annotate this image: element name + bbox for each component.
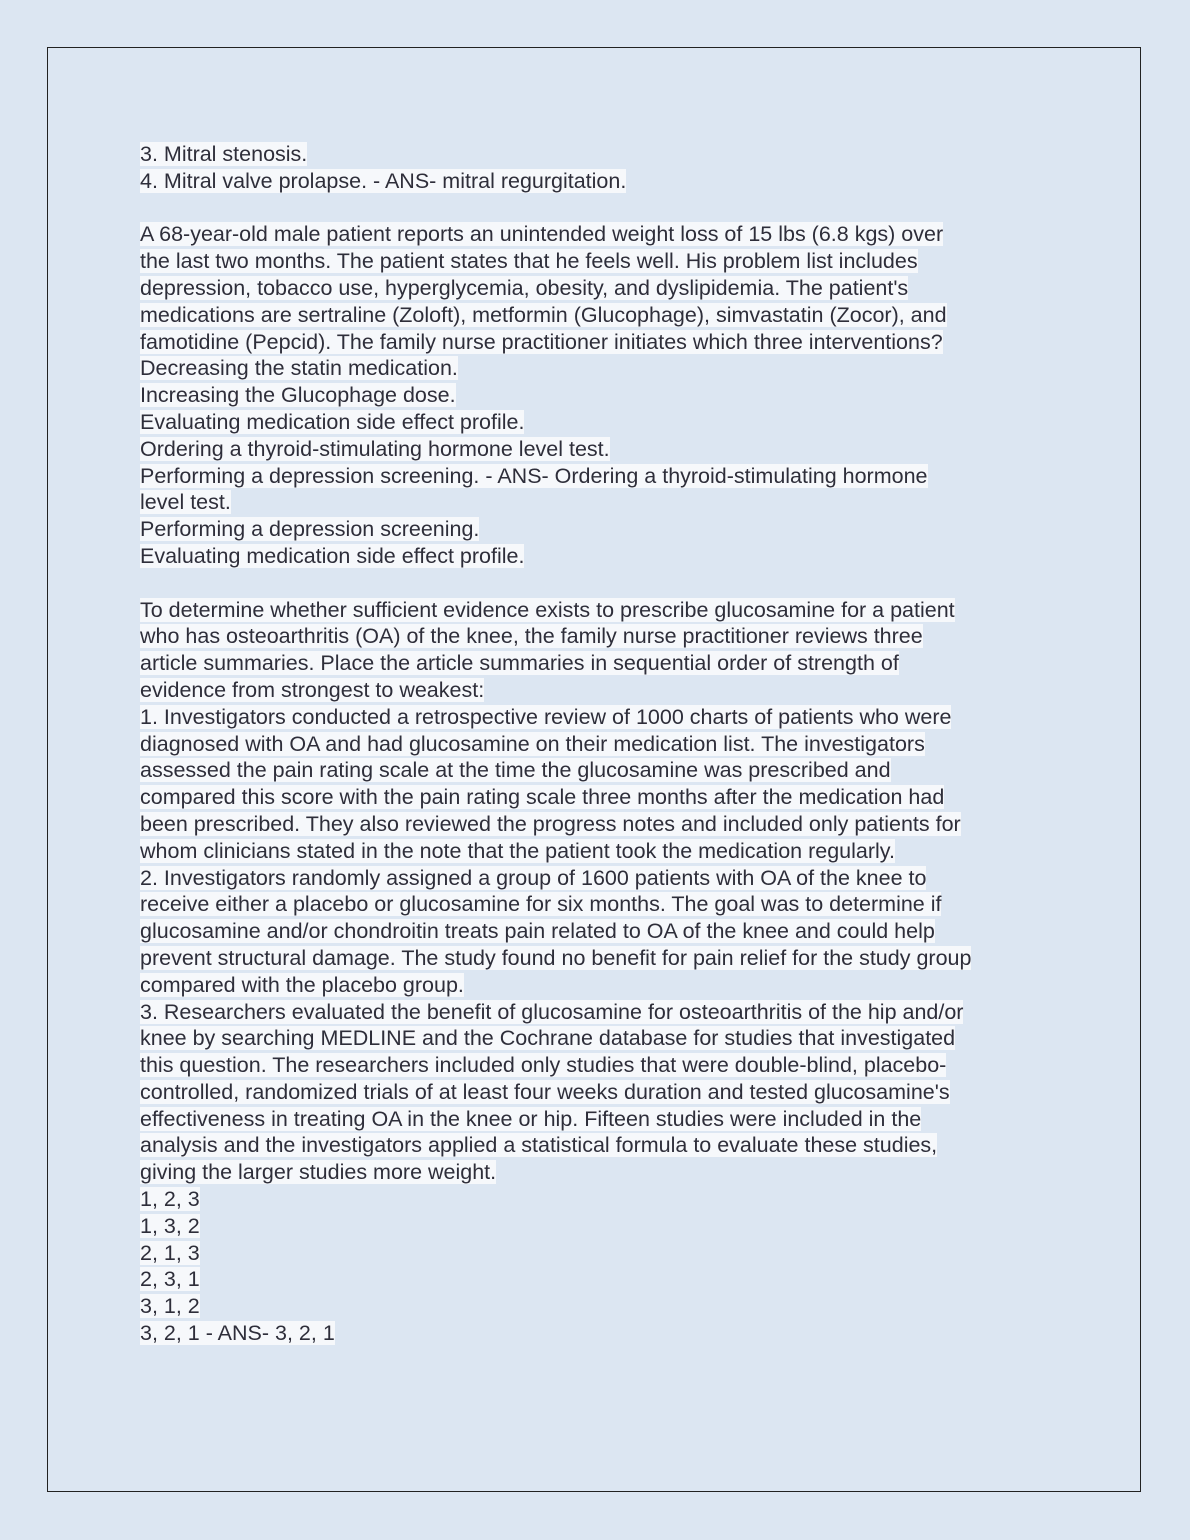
text-line: effectiveness in treating OA in the knee or hip. Fifteen studies were included in the (140, 1106, 922, 1131)
text-line: Performing a depression screening. - ANS- Ordering a thyroid-stimulating hormone (140, 463, 928, 488)
paragraph-weight-loss-question (140, 221, 1070, 569)
text-line: medications are sertraline (Zoloft), metformin (Glucophage), simvastatin (Zocor), and (140, 302, 947, 327)
text-line: level test. (140, 490, 231, 515)
text-line: this question. The researchers included only studies that were double-blind, placebo- (140, 1053, 947, 1078)
text-line: Increasing the Glucophage dose. (140, 383, 456, 408)
answer-option: 3, 2, 1 - ANS- 3, 2, 1 (140, 1321, 335, 1346)
document-body (140, 141, 1070, 1347)
answer-option: 1, 2, 3 (140, 1187, 200, 1212)
text-line: depression, tobacco use, hyperglycemia, obesity, and dyslipidemia. The patient's (140, 275, 909, 300)
text-line: To determine whether sufficient evidence exists to prescribe glucosamine for a patient (140, 597, 955, 622)
answer-option: 2, 1, 3 (140, 1240, 200, 1265)
text-line: giving the larger studies more weight. (140, 1160, 497, 1185)
text-line: 4. Mitral valve prolapse. - ANS- mitral regurgitation. (140, 168, 627, 193)
text-line: A 68-year-old male patient reports an unintended weight loss of 15 lbs (6.8 kgs) over (140, 222, 944, 247)
text-line: compared with the placebo group. (140, 972, 464, 997)
text-line: analysis and the investigators applied a statistical formula to evaluate these studies, (140, 1133, 938, 1158)
text-line: who has osteoarthritis (OA) of the knee, the family nurse practitioner reviews three (140, 624, 923, 649)
paragraph-gap (140, 570, 1070, 597)
paragraph-glucosamine-question (140, 597, 1070, 1347)
text-line: assessed the pain rating scale at the time the glucosamine was prescribed and (140, 758, 891, 783)
text-line: been prescribed. They also reviewed the progress notes and included only patients for (140, 811, 961, 836)
text-line: compared this score with the pain rating scale three months after the medication had (140, 785, 945, 810)
text-line: 3. Mitral stenosis. (140, 142, 308, 166)
text-line: Decreasing the statin medication. (140, 356, 458, 381)
text-line: whom clinicians stated in the note that the patient took the medication regularly. (140, 838, 895, 863)
answer-option: 3, 1, 2 (140, 1294, 200, 1319)
text-line: the last two months. The patient states that he feels well. His problem list includes (140, 249, 918, 274)
text-line: famotidine (Pepcid). The family nurse practitioner initiates which three interventions? (140, 329, 943, 354)
text-line: glucosamine and/or chondroitin treats pain related to OA of the knee and could help (140, 919, 935, 944)
answer-option: 2, 3, 1 (140, 1267, 200, 1292)
text-line: controlled, randomized trials of at least four weeks duration and tested glucosamine's (140, 1079, 950, 1104)
paragraph-gap (140, 195, 1070, 222)
text-line: 2. Investigators randomly assigned a group of 1600 patients with OA of the knee to (140, 865, 927, 890)
paragraph-mitral-answer (140, 141, 1070, 195)
text-line: Evaluating medication side effect profile. (140, 409, 525, 434)
text-line: Ordering a thyroid-stimulating hormone level test. (140, 436, 610, 461)
text-line: article summaries. Place the article summaries in sequential order of strength of (140, 651, 899, 676)
text-line: diagnosed with OA and had glucosamine on their medication list. The investigators (140, 731, 925, 756)
text-line: 3. Researchers evaluated the benefit of glucosamine for osteoarthritis of the hip and/or (140, 999, 964, 1024)
text-line: 1. Investigators conducted a retrospective review of 1000 charts of patients who were (140, 704, 952, 729)
text-line: knee by searching MEDLINE and the Cochrane database for studies that investigated (140, 1026, 956, 1051)
text-line: Performing a depression screening. (140, 517, 480, 542)
text-line: evidence from strongest to weakest: (140, 677, 485, 702)
text-line: Evaluating medication side effect profile. (140, 543, 525, 568)
answer-option: 1, 3, 2 (140, 1213, 200, 1238)
text-line: receive either a placebo or glucosamine for six months. The goal was to determine if (140, 892, 942, 917)
text-line: prevent structural damage. The study found no benefit for pain relief for the study group (140, 945, 972, 970)
